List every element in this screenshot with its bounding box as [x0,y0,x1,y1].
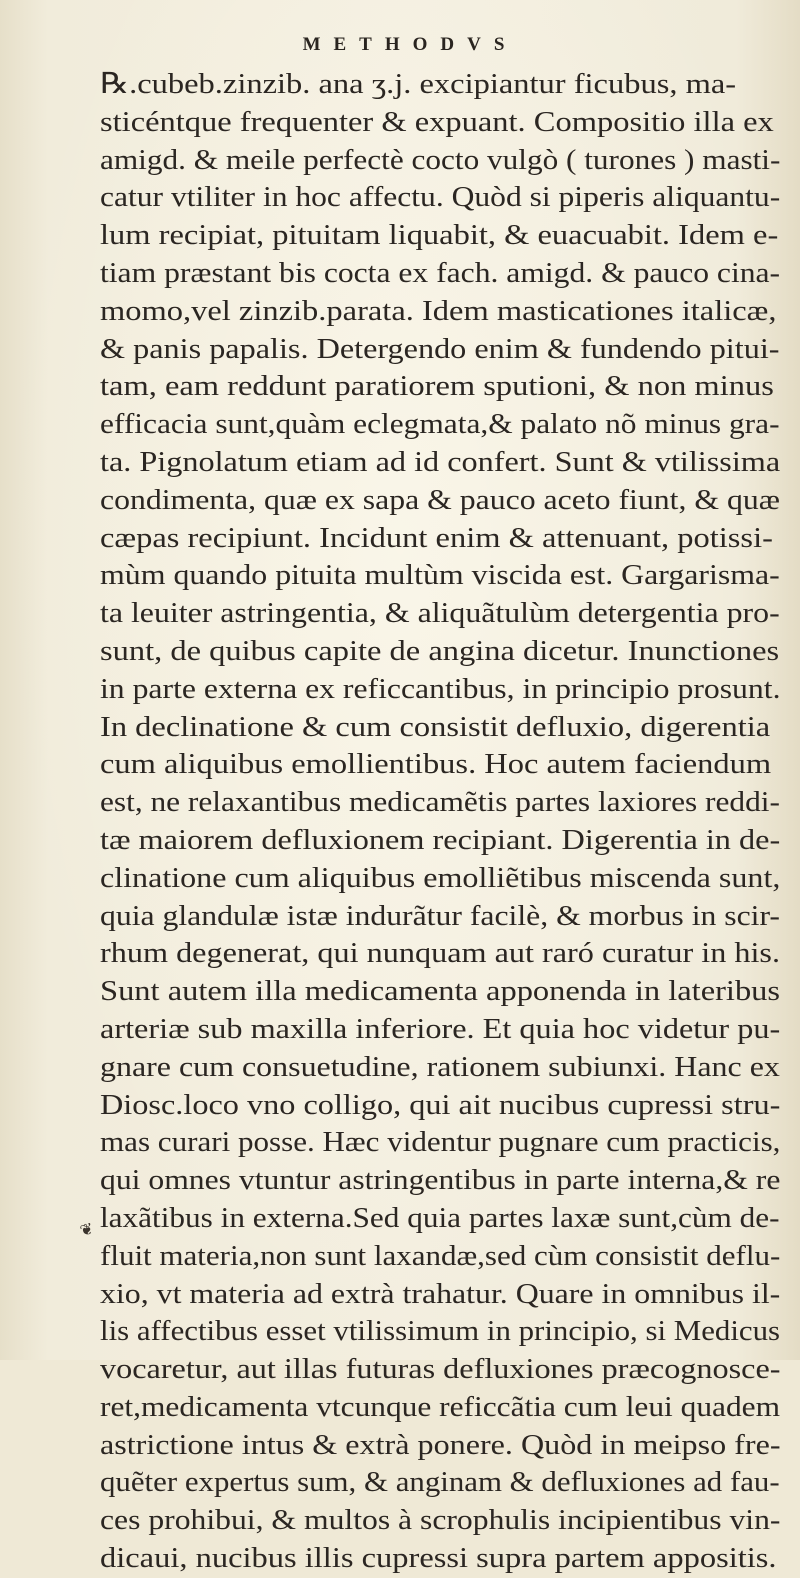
text-line: astrictione intus & extrà ponere. Quòd in meipso fre- [100,1428,781,1461]
text-line: qui omnes vtuntur astringentibus in parte interna,& re [100,1164,781,1197]
text-line: tæ maiorem defluxionem recipiant. Digerentia in de- [100,823,781,856]
text-line: & panis papalis. Detergendo enim & fundendo pitui- [100,332,780,365]
text-line: lum recipiat, pituitam liquabit, & euacuabit. Idem e- [100,219,779,252]
text-line: tiam præstant bis cocta ex fach. amigd. & pauco cina- [100,256,781,289]
text-line: gnare cum consuetudine, rationem subiunxi. Hanc ex [100,1050,780,1083]
running-header: METHODVS [302,34,518,55]
text-line: laxãtibus in externa.Sed quia partes laxæ sunt,cùm de- [100,1201,780,1234]
text-line: tam, eam reddunt paratiorem sputioni, & non minus [100,370,774,403]
text-line: Diosc.loco vno colligo, qui ait nucibus cupressi stru- [100,1088,781,1121]
text-line: sunt, de quibus capite de angina dicetur. Inunctiones [100,634,780,667]
text-line: ta leuiter astringentia, & aliquãtulùm detergentia pro- [100,597,780,630]
text-line: lis affectibus esset vtilissimum in principio, si Medicus [100,1315,781,1348]
text-line: quia glandulæ istæ indurãtur facilè, & morbus in scir- [100,899,780,932]
text-line: Sunt autem illa medicamenta apponenda in lateribus [100,975,781,1008]
text-line: ℞.cubeb.zinzib. ana ʒ.j. excipiantur ficubus, ma- [100,68,737,100]
text-line: ret,medicamenta vtcunque reficcãtia cum leui quadem [100,1390,781,1423]
text-line: fluit materia,non sunt laxandæ,sed cùm consistit deflu- [100,1239,781,1272]
text-line: cum aliquibus emollientibus. Hoc autem faciendum [100,748,772,781]
text-line: amigd. & meile perfectè cocto vulgò ( turones ) masti- [100,143,781,176]
text-line: xio, vt materia ad extrà trahatur. Quare in omnibus il- [100,1277,781,1310]
text-line: ces prohibui, & multos à scrophulis incipientibus vin- [100,1504,781,1537]
text-line: ta. Pignolatum etiam ad id confert. Sunt & vtilissima [100,445,781,478]
text-line: arteriæ sub maxilla inferiore. Et quia hoc videtur pu- [100,1012,781,1045]
text-line: condimenta, quæ ex sapa & pauco aceto fiunt, & quæ [100,483,780,516]
text-line: est, ne relaxantibus medicamẽtis partes laxiores reddi- [100,786,780,819]
text-line: quẽter expertus sum, & anginam & defluxiones ad fau- [100,1466,780,1499]
text-line: mùm quando pituita multùm viscida est. Gargarisma- [100,559,780,592]
text-line: mas curari posse. Hæc videntur pugnare cum practicis, [100,1126,781,1159]
text-line: catur vtiliter in hoc affectu. Quòd si piperis aliquantu- [100,181,781,214]
text-line: sticéntque frequenter & expuant. Compositio illa ex [100,105,774,138]
margin-ink-mark: ❦ [77,1218,96,1241]
text-line: rhum degenerat, qui nunquam aut raró curatur in his. [100,937,781,970]
body-text [100,66,780,1578]
text-line: In declinatione & cum consistit defluxio, digerentia [100,710,771,743]
text-line: dicaui, nucibus illis cupressi supra partem appositis. [100,1542,777,1575]
text-line: vocaretur, aut illas futuras defluxiones præcognosce- [100,1353,781,1386]
text-line: momo,vel zinzib.parata. Idem masticationes italicæ, [100,294,777,327]
text-line: efficacia sunt,quàm eclegmata,& palato nõ minus gra- [100,408,780,441]
text-line: clinatione cum aliquibus emolliẽtibus miscenda sunt, [100,861,781,894]
text-line: in parte externa ex reficcantibus, in principio prosunt. [100,672,781,705]
text-line: cæpas recipiunt. Incidunt enim & attenuant, potissi- [100,521,773,554]
